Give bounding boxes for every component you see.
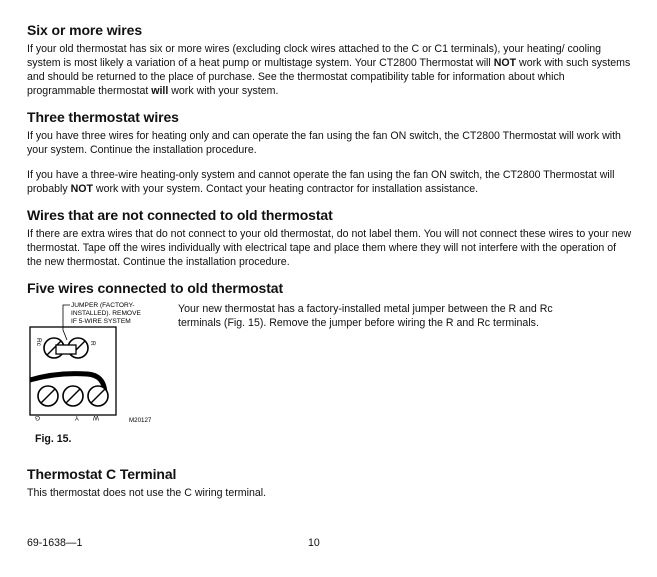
screw-y	[63, 386, 83, 406]
bold-will: will	[151, 85, 169, 97]
paragraph-three-wires-1: If you have three wires for heating only and can operate the fan using the fan ON switch, the CT2800 Thermostat will work with your system. Continue the installation procedure.	[27, 130, 621, 156]
text-run: work with such systems and should be returned to the place of purchase. See the thermostat compatibility table for information about which programmable thermostat	[27, 57, 631, 97]
text-run: work with your system.	[168, 85, 279, 97]
paragraph-c-terminal: This thermostat does not use the C wiring terminal.	[27, 487, 267, 499]
label-y: Y	[74, 414, 79, 421]
heading-five-wires: Five wires connected to old thermostat	[27, 280, 284, 296]
section-c-terminal	[27, 466, 633, 511]
jumper	[56, 345, 76, 354]
paragraph-five-wires: Your new thermostat has a factory-installed metal jumper between the R and Rc terminals (Fig. 15). Remove the jumper before wiring the R and Rc terminals.	[178, 303, 553, 329]
label-r: R	[89, 341, 96, 346]
screw-w	[88, 386, 108, 406]
paragraph-three-wires-2	[27, 168, 633, 196]
manual-page	[27, 22, 633, 450]
text-run: If you have a three-wire heating-only system and cannot operate the fan using the fan ON switch, the CT2800 Thermostat will probably	[27, 169, 615, 195]
figure-caption: Fig. 15.	[35, 433, 72, 445]
bold-not: NOT	[493, 57, 517, 69]
text-run: If your old thermostat has six or more wires (excluding clock wires attached to the C or C1 terminals), your heating/ cooling system is most likely a variation of a heat pump or multistage system. Your CT2800 Thermostat will	[27, 43, 602, 69]
label-rc: Rc	[35, 338, 42, 346]
label-g: G	[34, 414, 40, 421]
screw-g	[38, 386, 58, 406]
bold-not: NOT	[70, 183, 93, 195]
figure-code: M20127	[129, 417, 152, 424]
section-five-wires	[27, 280, 633, 450]
paragraph-six-or-more-wires	[27, 42, 633, 98]
label-w: W	[92, 414, 99, 421]
callout-line-2: INSTALLED). REMOVE	[71, 310, 141, 317]
callout-leader	[63, 305, 70, 340]
paragraph-unconnected-wires: If there are extra wires that do not connect to your old thermostat, do not label them. You will not connect these wires to your new thermostat. Tape off the wires individually with electrical tape and place them where they will not interfere with the operation of the new thermostat. Continue the installation procedure.	[27, 228, 632, 268]
heading-c-terminal: Thermostat C Terminal	[27, 466, 177, 482]
heading-unconnected-wires: Wires that are not connected to old thermostat	[27, 207, 333, 223]
section-unconnected-wires	[27, 207, 633, 269]
text-run: work with your system. Contact your heating contractor for installation assistance.	[92, 183, 479, 195]
callout-line-3: IF 5-WIRE SYSTEM	[71, 318, 131, 325]
callout-line-1: JUMPER (FACTORY-	[71, 302, 135, 309]
section-three-wires	[27, 109, 633, 196]
figure-15	[27, 300, 633, 450]
terminal-diagram	[27, 300, 177, 440]
doc-number: 69-1638—1	[27, 537, 83, 549]
page-number: 10	[308, 537, 320, 549]
section-six-or-more-wires	[27, 22, 633, 98]
heading-six-or-more-wires: Six or more wires	[27, 22, 143, 38]
heading-three-wires: Three thermostat wires	[27, 109, 179, 125]
